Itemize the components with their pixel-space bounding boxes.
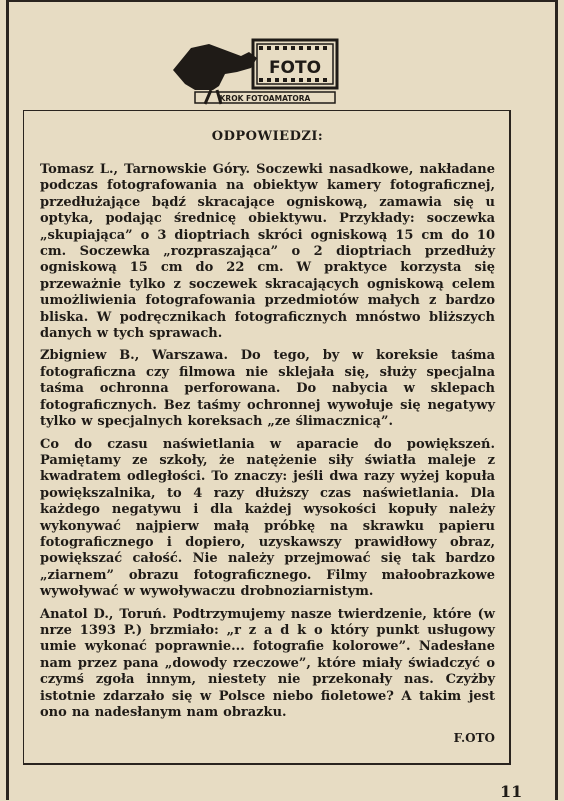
logo-text-top: FOTO: [268, 58, 322, 78]
camera-photographer-logo-icon: [165, 34, 345, 106]
answer-paragraph-1: Tomasz L., Tarnowskie Góry. Soczewki nasadkowe, nakładane podczas fotografowania na obiektyw kamery fotograficznej, przedłużające bądź skracające ogniskową, zamawia się u optyka, podając średnicę obiektywu. Przykłady: soczewka „skupiająca” o 3 dioptriach skróci ogniskową 15 cm do 10 cm. Soczewka „rozpraszająca” o 2 dioptriach przedłuży ogniskową 15 cm do 22 cm. W praktyce korzysta się przeważnie tylko z soczewek skracających ogniskową celem umożliwienia fotografowania przedmiotów małych z bardzo bliska. W podręcznikach fotograficznych mnóstwo bliższych danych w tych sprawach.: [40, 162, 495, 342]
answers-article: [23, 110, 511, 765]
article-title: ODPOWIEDZI:: [211, 129, 324, 144]
answer-paragraph-3: Co do czasu naświetlania w aparacie do powiększeń. Pamiętamy ze szkoły, że natężenie siły światła maleje z kwadratem odległości. To znaczy: jeśli dwa razy wyżej kopuła powiększalnika, to 4 razy dłuższy czas naświetlania. Dla każdego negatywu i dla każdej wysokości kopuły należy wykonywać najpierw małą próbkę na skrawku papieru fotograficznego i dopiero, uzyskawszy prawidłowy obraz, powiększać całość. Nie należy przejmować się tak bardzo „ziarnem” obrazu fotograficznego. Filmy małoobrazkowe wywoływać w wywoływaczu drobnoziarnistym.: [40, 436, 495, 600]
page-border-left: [6, 0, 9, 800]
answer-paragraph-2: Zbigniew B., Warszawa. Do tego, by w koreksie taśma fotograficzna czy filmowa nie sklejała się, służy specjalna taśma ochronna perforowana. Do nabycia w sklepach fotograficznych. Bez taśmy ochronnej wywołuje się negatywy tylko w specjalnych koreksach „ze ślimacznicą”.: [40, 348, 495, 430]
column-logo: [165, 34, 345, 106]
author-signature: F.OTO: [453, 731, 495, 746]
page-border-right: [555, 0, 558, 800]
page-border-top: [6, 0, 558, 2]
page-number: 11: [500, 782, 523, 801]
logo-text-bottom: KROK FOTOAMATORA: [219, 94, 311, 103]
answer-paragraph-4: Anatol D., Toruń. Podtrzymujemy nasze twierdzenie, które (w nrze 1393 P.) brzmiało: „r z a d k o który punkt usługowy umie wykonać poprawnie... fotografie kolorowe”. Nadesłane nam przez pana „dowody rzeczowe”, które miały świadczyć o czymś zgoła innym, niestety nie przekonały nas. Czyżby istotnie zdarzało się w Polsce niebo fioletowe? A takim jest ono na nadesłanym nam obrazku.: [40, 606, 495, 720]
